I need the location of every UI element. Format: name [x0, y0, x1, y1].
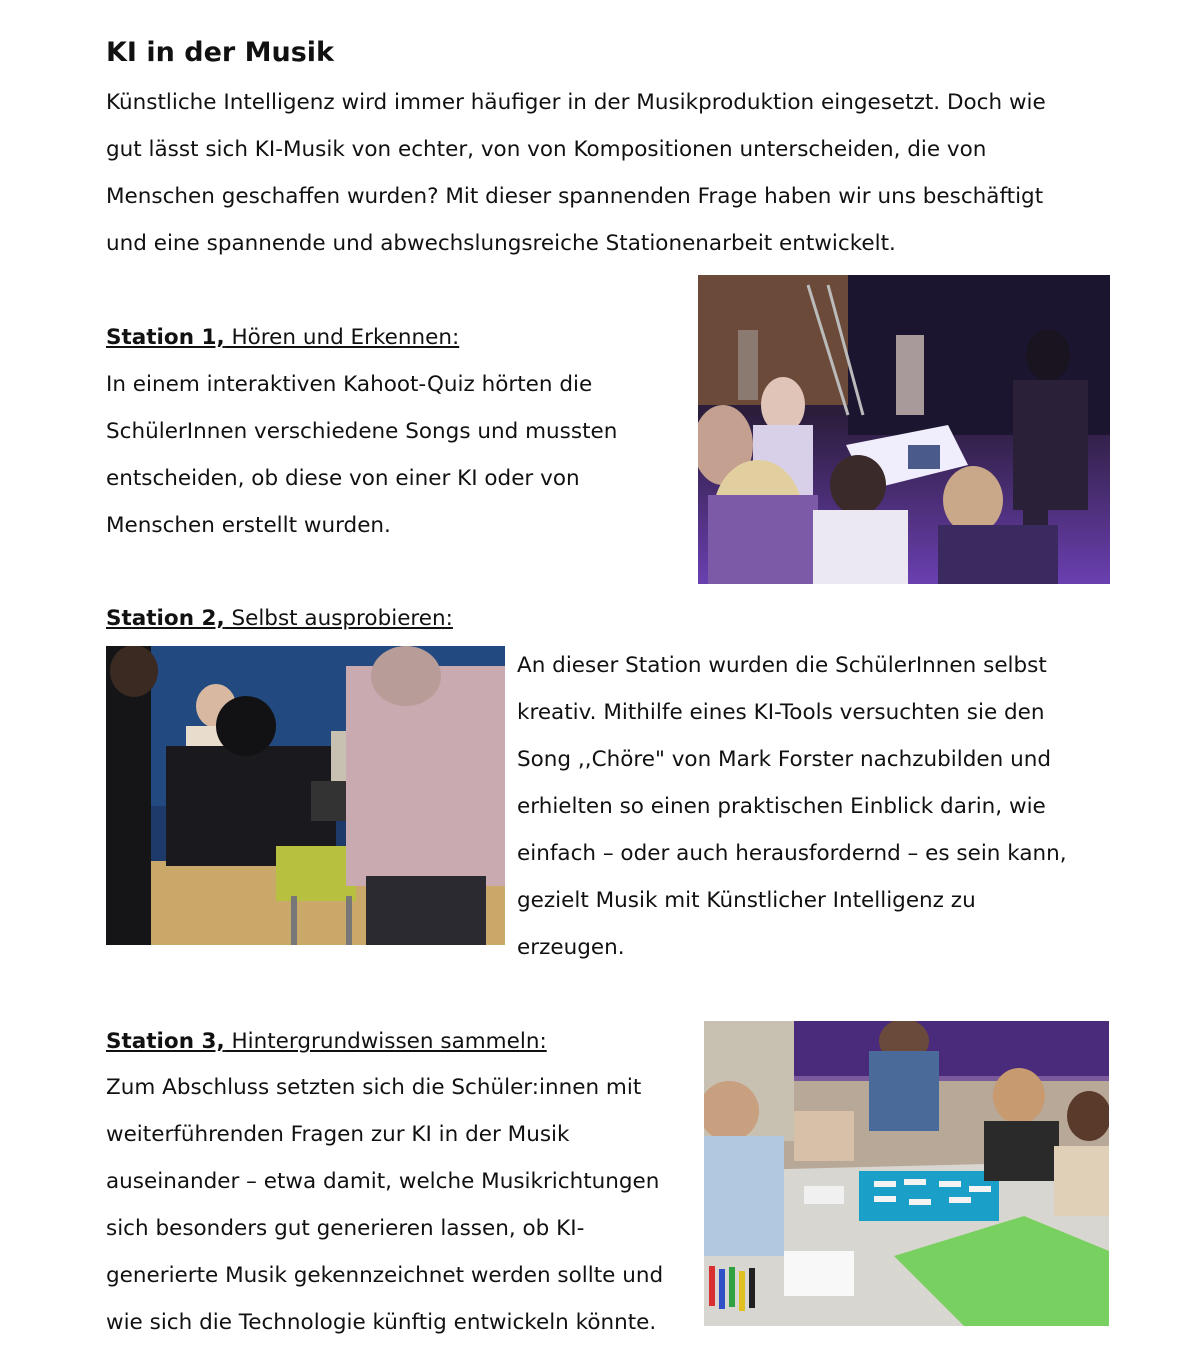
station-1-name: Hören und Erkennen: — [224, 325, 460, 350]
intro-line: Menschen geschaffen wurden? Mit dieser spannenden Frage haben wir uns beschäftigt — [106, 184, 1044, 209]
station-2-text-line: Song ,,Chöre" von Mark Forster nachzubilden und — [517, 747, 1051, 772]
station-3-photo — [704, 1021, 1109, 1326]
intro-line: gut lässt sich KI-Musik von echter, von von Kompositionen unterscheiden, die von — [106, 137, 987, 162]
station-2-text-line: An dieser Station wurden die SchülerInnen selbst — [517, 653, 1047, 678]
station-1-text-line: entscheiden, ob diese von einer KI oder von — [106, 466, 580, 491]
station-3-name: Hintergrundwissen sammeln: — [224, 1029, 547, 1054]
intro-line: und eine spannende und abwechslungsreiche Stationenarbeit entwickelt. — [106, 231, 896, 256]
station-2-heading — [106, 604, 453, 634]
station-1-text-line: In einem interaktiven Kahoot-Quiz hörten die — [106, 372, 593, 397]
station-2-text-line: gezielt Musik mit Künstlicher Intelligenz zu — [517, 888, 976, 913]
station-3-text-line: auseinander – etwa damit, welche Musikrichtungen — [106, 1169, 660, 1194]
station-3-text-line: Zum Abschluss setzten sich die Schüler:innen mit — [106, 1075, 642, 1100]
station-3-text-line: sich besonders gut generieren lassen, ob KI- — [106, 1216, 585, 1241]
station-1-text-line: SchülerInnen verschiedene Songs und mussten — [106, 419, 618, 444]
station-3-text-line: wie sich die Technologie künftig entwickeln könnte. — [106, 1310, 657, 1335]
station-2-text-line: erzeugen. — [517, 935, 625, 960]
station-2-text-line: einfach – oder auch herausfordernd – es sein kann, — [517, 841, 1067, 866]
station-3-label: Station 3, — [106, 1029, 225, 1054]
station-2-text-line: erhielten so einen praktischen Einblick darin, wie — [517, 794, 1046, 819]
intro-line: Künstliche Intelligenz wird immer häufiger in der Musikproduktion eingesetzt. Doch wie — [106, 90, 1046, 115]
station-1-photo — [698, 275, 1110, 584]
station-1-label: Station 1, — [106, 325, 225, 350]
station-3-text-line: weiterführenden Fragen zur KI in der Musik — [106, 1122, 570, 1147]
station-3-text-line: generierte Musik gekennzeichnet werden sollte und — [106, 1263, 664, 1288]
station-2-photo — [106, 646, 505, 945]
station-2-label: Station 2, — [106, 606, 225, 631]
page-title: KI in der Musik — [106, 37, 334, 68]
station-1-heading — [106, 323, 459, 353]
station-3-heading — [106, 1027, 547, 1057]
station-2-text-line: kreativ. Mithilfe eines KI-Tools versuchten sie den — [517, 700, 1045, 725]
station-2-name: Selbst ausprobieren: — [224, 606, 453, 631]
station-1-text-line: Menschen erstellt wurden. — [106, 513, 391, 538]
